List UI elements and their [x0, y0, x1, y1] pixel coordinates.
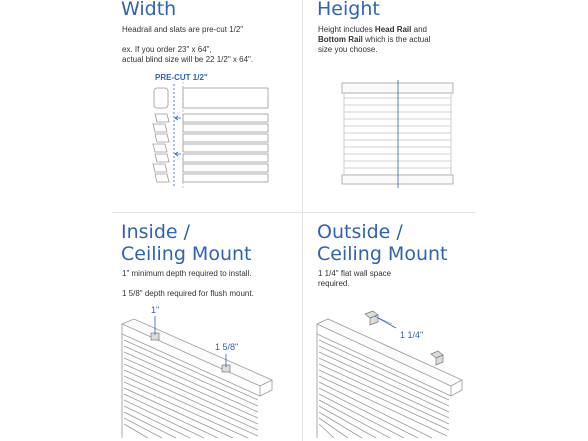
inside-line2: 1 5/8" depth required for flush mount.: [122, 289, 254, 298]
inside-title-line1: Inside /: [121, 221, 191, 243]
height-line3: size you choose.: [318, 45, 378, 54]
outside-diagram: [312, 306, 477, 441]
outside-title-line2: Ceiling Mount: [317, 243, 448, 265]
outside-line2: required.: [318, 279, 350, 288]
inside-title-line2: Ceiling Mount: [121, 243, 252, 265]
inside-dim-1-5-8in: 1 5/8": [215, 342, 239, 352]
inside-line1: 1" minimum depth required to install.: [122, 269, 252, 278]
width-diagram: [145, 82, 275, 192]
outside-dim-1-1-4in: 1 1/4": [400, 330, 424, 340]
height-line1: Height includes Head Rail and: [318, 25, 427, 34]
width-example-line2: actual blind size will be 22 1/2" x 64".: [122, 55, 254, 64]
width-line1: Headrail and slats are pre-cut 1/2": [122, 25, 244, 34]
vertical-divider: [302, 0, 303, 441]
precut-label: PRE-CUT 1/2": [155, 73, 208, 82]
inside-dim-1in: 1": [151, 305, 160, 315]
outside-line1: 1 1/4" flat wall space: [318, 269, 392, 278]
horizontal-divider: [112, 212, 476, 213]
inside-diagram: [118, 302, 278, 441]
height-diagram: [339, 80, 457, 188]
outside-title-line1: Outside /: [317, 221, 403, 243]
height-title: Height: [317, 0, 380, 20]
height-line2: Bottom Rail which is the actual: [318, 35, 431, 44]
width-title: Width: [121, 0, 177, 20]
width-example-line1: ex. If you order 23" x 64",: [122, 45, 212, 54]
